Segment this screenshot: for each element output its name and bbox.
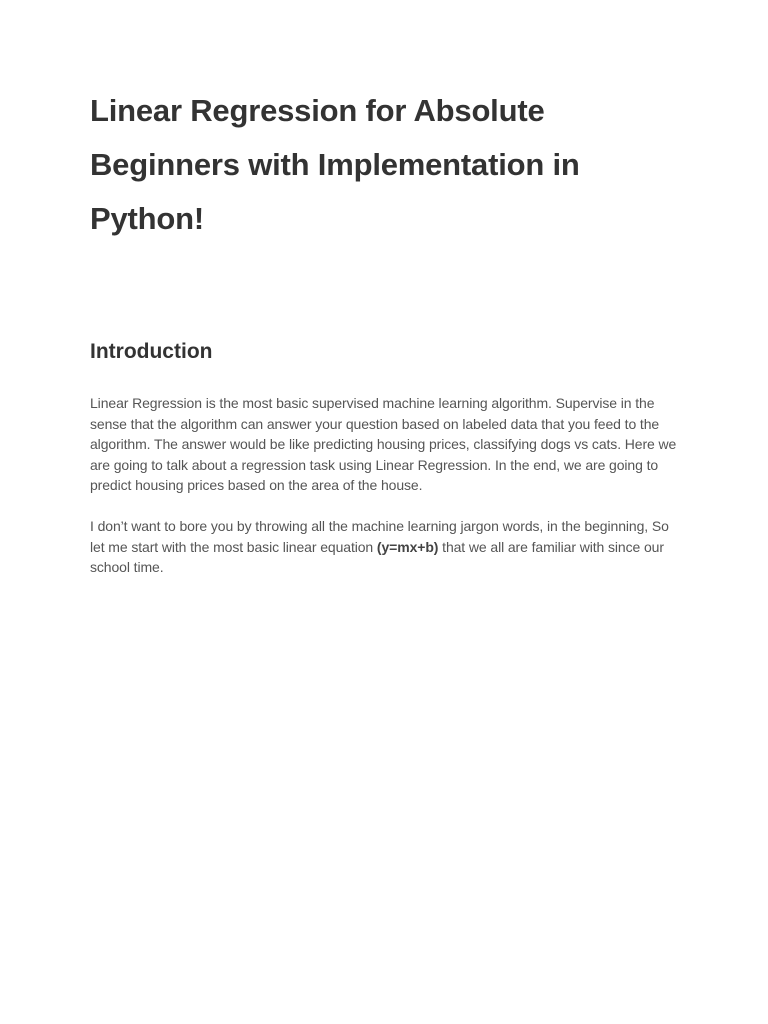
document-page [90, 84, 680, 578]
paragraph-2-text-end: that we all are familiar with since our school time. [90, 538, 664, 576]
intro-paragraph-1: Linear Regression is the most basic supervised machine learning algorithm. Supervise in the sense that the algorithm can answer your question based on labeled data that you feed to the algorithm. The answer would be like predicting housing prices, classifying dogs vs cats. Here we are going to talk about a regression task using Linear Regression. In the end, we are going to predict housing prices based on the area of the house. [90, 395, 677, 494]
document-title: Linear Regression for Absolute Beginners with Implementation in Python! [90, 93, 580, 236]
section-heading-introduction: Introduction [90, 340, 213, 363]
linear-equation: (y=mx+b) [376, 538, 439, 555]
intro-paragraph-2 [90, 516, 680, 578]
paragraph-2-text-start: I don’t want to bore you by throwing all the machine learning jargon words, in the beginning, So let me start with the most basic linear equation [90, 517, 669, 555]
